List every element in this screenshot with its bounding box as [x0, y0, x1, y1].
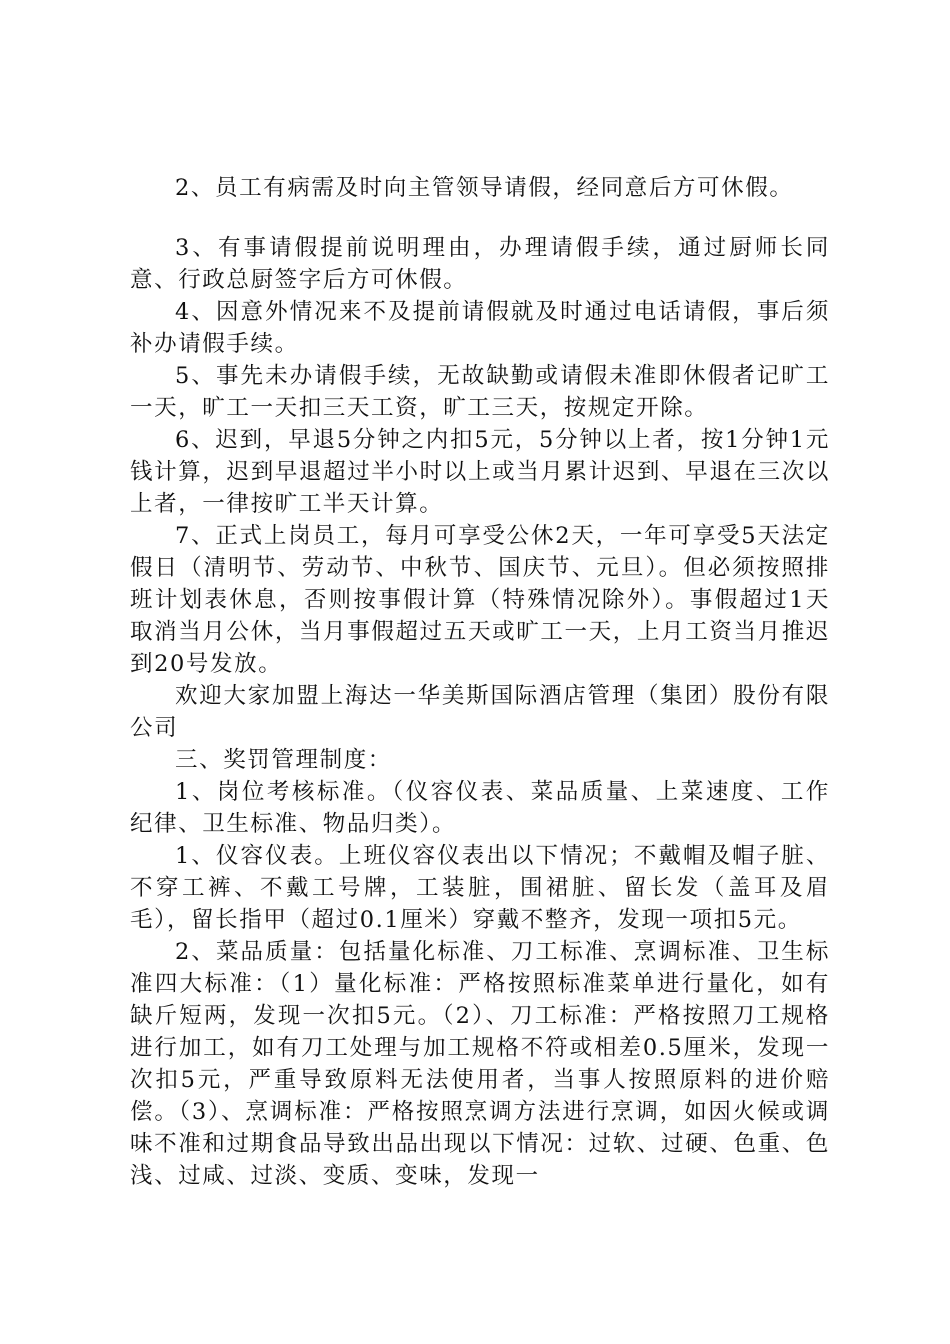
section-heading-rewards-penalties: 三、奖罚管理制度：	[175, 747, 392, 773]
paragraph-dish-quality: 2、菜品质量：包括量化标准、刀工标准、烹调标准、卫生标准四大标准：（1）量化标准：严格按照标准菜单进行量化，如有缺斤短两，发现一次扣5元。（2）、刀工标准：严格按照刀工规格进行加工，如有刀工处理与加工规格不符或相差0.5厘米，发现一次扣5元，严重导致原料无法使用者，当事人按照原料的进价赔偿。（3）、烹调标准：严格按照烹调方法进行烹调，如因火候或调味不准和过期食品导致出品出现以下情况：过软、过硬、色重、色浅、过咸、过淡、变质、变味，发现一	[130, 939, 830, 1189]
paragraph-appearance: 1、仪容仪表。上班仪容仪表出以下情况；不戴帽及帽子脏、不穿工裤、不戴工号牌，工装脏，围裙脏、留长发（盖耳及眉毛），留长指甲（超过0.1厘米）穿戴不整齐，发现一项扣5元。	[130, 843, 830, 933]
paragraph-assessment-standards: 1、岗位考核标准。（仪容仪表、菜品质量、上菜速度、工作纪律、卫生标准、物品归类）。	[130, 779, 830, 837]
paragraph-days-off: 7、正式上岗员工，每月可享受公休2天，一年可享受5天法定假日（清明节、劳动节、中秋节、国庆节、元旦）。但必须按照排班计划表休息，否则按事假计算（特殊情况除外）。事假超过1天取消当月公休，当月事假超过五天或旷工一天，上月工资当月推迟到20号发放。	[130, 523, 830, 677]
paragraph-absenteeism: 5、事先未办请假手续，无故缺勤或请假未准即休假者记旷工一天，旷工一天扣三天工资，旷工三天，按规定开除。	[130, 363, 830, 421]
paragraph-welcome: 欢迎大家加盟上海达一华美斯国际酒店管理（集团）股份有限公司	[130, 683, 830, 741]
paragraph-lateness: 6、迟到，早退5分钟之内扣5元，5分钟以上者，按1分钟1元钱计算，迟到早退超过半小时以上或当月累计迟到、早退在三次以上者，一律按旷工半天计算。	[130, 427, 830, 517]
document-body	[130, 172, 830, 1192]
paragraph-emergency-leave: 4、因意外情况来不及提前请假就及时通过电话请假，事后须补办请假手续。	[130, 299, 830, 357]
paragraph-personal-leave: 3、有事请假提前说明理由，办理请假手续，通过厨师长同意、行政总厨签字后方可休假。	[130, 235, 830, 293]
paragraph-sick-leave: 2、员工有病需及时向主管领导请假，经同意后方可休假。	[175, 175, 794, 201]
